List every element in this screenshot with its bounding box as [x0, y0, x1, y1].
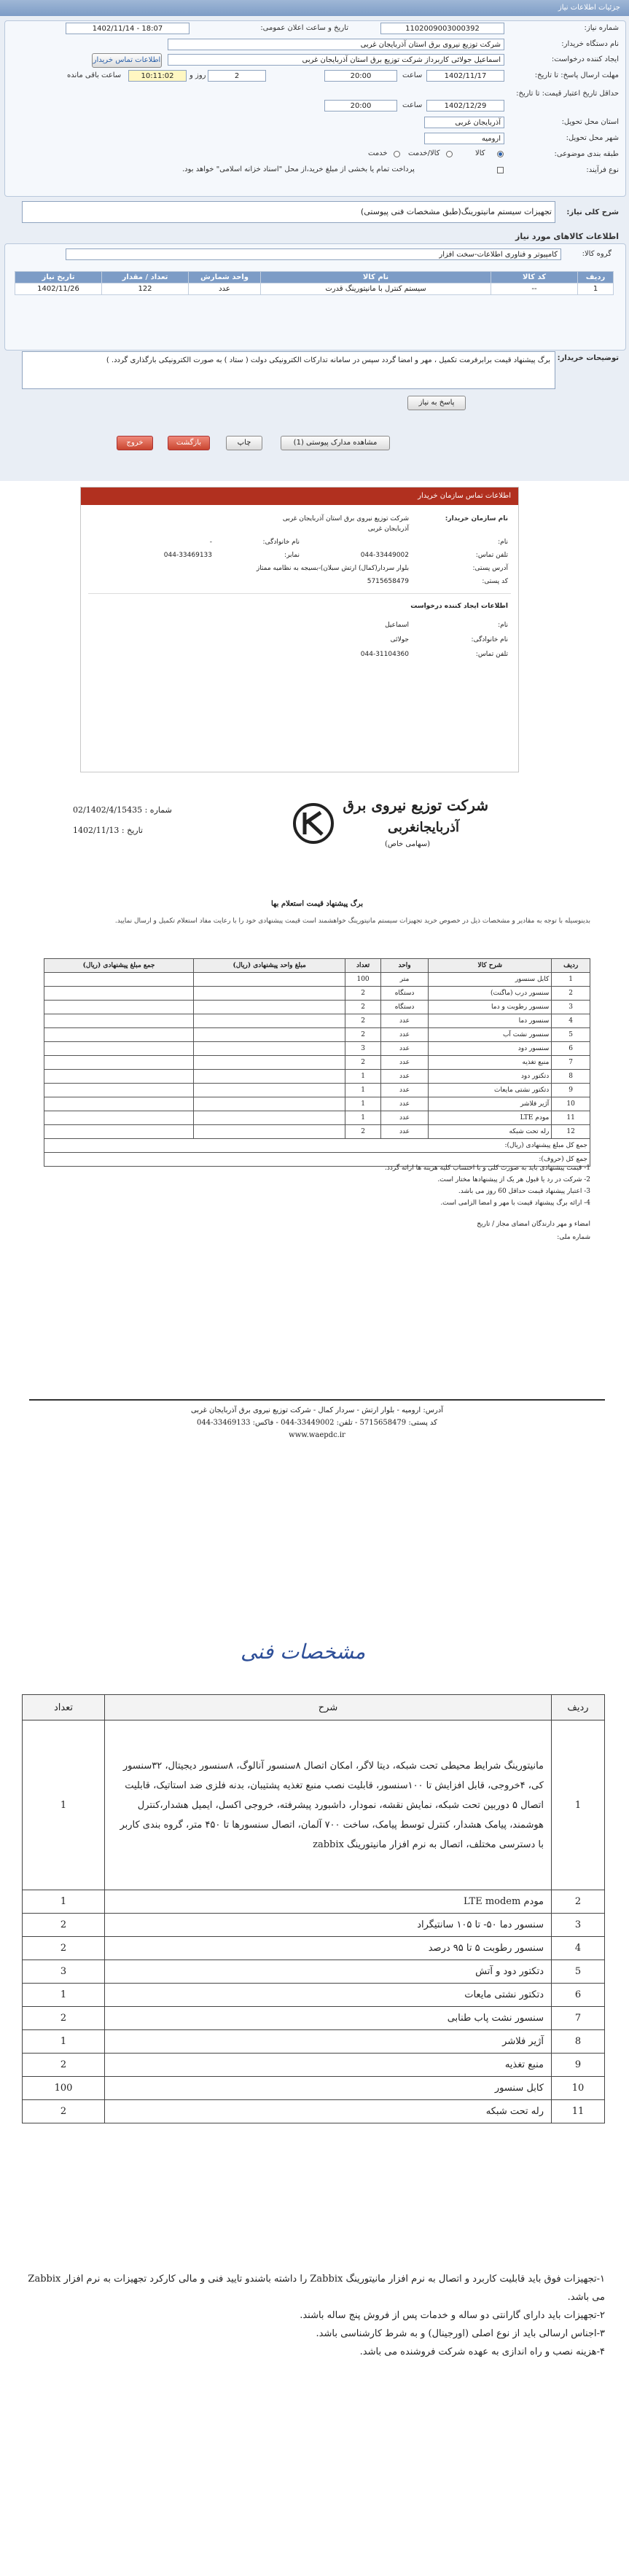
creator-name: اسماعیل: [385, 622, 409, 629]
spec-cell: سنسور رطوبت ۵ تا ۹۵ درصد: [105, 1937, 552, 1960]
spec-cell: منبع تغذیه: [105, 2054, 552, 2077]
letter-cell: عدد: [380, 1111, 428, 1125]
letter-cell: 2: [345, 1001, 381, 1014]
letter-footer-web: www.waepdc.ir: [289, 1431, 345, 1439]
letter-signature-line: شماره ملی:: [557, 1234, 590, 1241]
letter-cell: دتکتور دود: [429, 1070, 552, 1084]
table-row: [23, 2077, 605, 2100]
letter-cell: [194, 1111, 345, 1125]
spec-cell: کابل سنسور: [105, 2077, 552, 2100]
letter-date: 1402/11/13: [73, 826, 120, 835]
letter-cell: 1: [552, 973, 590, 987]
spec-notes: [22, 2270, 605, 2361]
table-row: [23, 2100, 605, 2123]
letter-cell: 8: [552, 1070, 590, 1084]
letter-cell: [44, 1001, 194, 1014]
reply-button[interactable]: پاسخ به نیاز: [407, 396, 466, 410]
letter-cell: [194, 1125, 345, 1139]
letter-cell: [44, 1125, 194, 1139]
summary-label: شرح کلی نیاز:: [566, 208, 619, 216]
goods-table: [15, 271, 614, 295]
spec-cell: 2: [23, 2054, 105, 2077]
hours-left-field: 10:11:02: [128, 70, 187, 82]
contact-surname: -: [209, 539, 212, 546]
letter-cell: عدد: [380, 1070, 428, 1084]
letter-cell: عدد: [380, 1056, 428, 1070]
contact-address: بلوار سردار(کمال) ارتش سبلان)-بسیجه به نظامیه ممتاز: [256, 565, 409, 572]
spec-cell: 8: [552, 2030, 605, 2054]
letter-intro: بدینوسیله با توجه به مقادیر و مشخصات ذیل در خصوص خرید تجهیزات سیستم مانیتورینگ خواهشمند است قیمت پیشنهادی خود را با رعایت مفاد استعلام تکمیل و ارسال نمایید.: [114, 917, 590, 925]
goods-table-header: [15, 272, 614, 283]
letter-subject: برگ پیشنهاد قیمت استعلام بها: [270, 900, 364, 908]
spec-cell: 2: [552, 1890, 605, 1914]
letter-number-label: شماره :: [144, 805, 172, 815]
letter-cell: [194, 1084, 345, 1097]
spec-cell: 4: [552, 1937, 605, 1960]
spec-note: ۳-اجناس ارسالی باید از نوع اصلی (اورجینال) و به شرط کارشناسی باشد.: [316, 2328, 605, 2339]
letter-cell: منبع تغذیه: [429, 1056, 552, 1070]
buyer-contact-button[interactable]: اطلاعات تماس خریدار: [92, 53, 162, 68]
spec-cell: 3: [552, 1914, 605, 1937]
contact-address-label: آدرس پستی:: [472, 565, 508, 572]
letter-cell: 12: [552, 1125, 590, 1139]
contact-header: [81, 488, 518, 505]
cell-unit: عدد: [189, 283, 261, 295]
letter-cell: [194, 1042, 345, 1056]
letter-cell: 4: [552, 1014, 590, 1028]
spec-cell: رله تحت شبکه: [105, 2100, 552, 2123]
spec-col-header: تعداد: [23, 1695, 105, 1720]
table-row: [44, 1097, 590, 1111]
validity-date-field: 1402/12/29: [426, 100, 504, 111]
goods-heading: اطلاعات کالاهای مورد نیاز: [515, 232, 619, 241]
letter-cell: [194, 1028, 345, 1042]
letter-cell: سنسور دما: [429, 1014, 552, 1028]
letter-table: [44, 958, 590, 1167]
validity-hour-label: ساعت: [402, 101, 423, 109]
contact-title: اطلاعات تماس سازمان خریدار: [418, 492, 511, 500]
table-row: [44, 1084, 590, 1097]
spec-cell: 2: [23, 2100, 105, 2123]
need-number-label: شماره نیاز:: [584, 24, 619, 32]
creator-surname-label: نام خانوادگی:: [471, 636, 508, 643]
creator-surname: جولائی: [390, 636, 409, 643]
page-title: جزئیات اطلاعات نیاز: [558, 4, 620, 12]
spec-cell: سنسور نشت پاب طنابی: [105, 2007, 552, 2030]
letter-cell: 3: [345, 1042, 381, 1056]
letter-total-row: [44, 1139, 590, 1153]
col-name: نام کالا: [261, 272, 491, 283]
letter-cell: [44, 973, 194, 987]
letter-cell: عدد: [380, 1028, 428, 1042]
letter-note: 2- شرکت در رد یا قبول هر یک از پیشنهادها مختار است.: [437, 1176, 590, 1183]
letter-cell: 10: [552, 1097, 590, 1111]
creator-name-label: نام:: [498, 622, 508, 629]
letter-cell: مودم LTE: [429, 1111, 552, 1125]
letter-footer-rule: [29, 1399, 605, 1401]
letter-cell: 11: [552, 1111, 590, 1125]
letter-cell: [194, 987, 345, 1001]
contact-city: آذربایجان غربی: [367, 525, 409, 533]
spec-cell: 5: [552, 1960, 605, 1984]
letter-cell: سنسور نشت آب: [429, 1028, 552, 1042]
letter-cell: [194, 1097, 345, 1111]
letter-cell: [44, 1028, 194, 1042]
letter-cell: دتکتور نشتی مایعات: [429, 1084, 552, 1097]
buyer-notes-field: برگ پیشنهاد قیمت برابرفرمت تکمیل ، مهر و امضا گردد سپس در سامانه تدارکات الکترونیکی دولت ( ستاد ) به صورت الکترونیکی بارگذاری گردد. ): [22, 351, 555, 389]
table-row: [44, 1111, 590, 1125]
letter-cell: 1: [345, 1070, 381, 1084]
letter-cell: 2: [552, 987, 590, 1001]
contact-fax-label: نمابر:: [284, 552, 300, 559]
category-option-service: خدمت: [368, 149, 388, 157]
letter-cell: [194, 1070, 345, 1084]
buyer-contact-panel: [80, 487, 519, 772]
cell-date: 1402/11/26: [15, 283, 102, 295]
spec-cell: مانیتورینگ شرایط محیطی تحت شبکه، دیتا لاگر، امکان اتصال ۸سنسور آنالوگ، ۸سنسور دیجیتال، ۳۲سنسور کی، ۴خروجی، قابل افزایش تا ۱۰۰سنسور، قابلیت نصب منبع تغذیه پشتیبان، بدنه فلزی ضد استاتیک، قابلیت اتصال ۵ دوربین تحت شبکه، نمایش نقشه، نمودار، داشبورد پیشرفته، خروجی اکسل، ایمیل هشدار،کنترل هوشمند، پیامک هشدار، کنترل توسط پیامک، ساخت ۷۰۰ آلمان، اتصال سنسورها تا ۴۵۰ متر، گروه بندی کاربر با دسترسی مختلف، اتصال به نرم افزار مانیتورینگ zabbix: [105, 1720, 552, 1890]
category-radio-goods-service[interactable]: [446, 151, 453, 157]
letter-company: شرکت توزیع نیروی برق: [343, 796, 488, 814]
letter-cell: [44, 1042, 194, 1056]
letter-col-header: جمع مبلغ پیشنهادی (ریال): [44, 959, 194, 973]
spec-note: ۲-تجهیزات باید دارای گارانتی دو ساله و خدمات پس از فروش پنج ساله باشند.: [300, 2310, 605, 2321]
contact-fax: 044-33469133: [163, 552, 212, 559]
letter-cell: [44, 1097, 194, 1111]
requester-field: اسماعیل جولائی کاربرداز شرکت توزیع برق استان آذربایجان غربی: [168, 54, 504, 66]
creator-phone: 044-31104360: [360, 651, 409, 658]
price-inquiry-letter: [29, 776, 605, 1585]
creator-title: اطلاعات ایجاد کننده درخواست: [410, 603, 508, 610]
spec-cell: 2: [23, 2007, 105, 2030]
table-row[interactable]: [15, 283, 614, 295]
technical-spec-page: [0, 1610, 629, 2576]
letter-col-header: شرح کالا: [429, 959, 552, 973]
buyer-org-field: شرکت توزیع نیروی برق استان آذربایجان غربی: [168, 39, 504, 50]
spec-cell: دتکتور نشتی مایعات: [105, 1984, 552, 2007]
announce-label: تاریخ و ساعت اعلان عمومی:: [260, 24, 348, 32]
remaining-label: ساعت باقی مانده: [67, 71, 122, 79]
spec-cell: 1: [23, 2030, 105, 2054]
cell-name: سیستم کنترل با مانیتورینگ قدرت: [261, 283, 491, 295]
letter-footer-address: آدرس: ارومیه - بلوار ارتش - سردار کمال - شرکت توزیع نیروی برق آذربایجان غربی: [190, 1406, 444, 1414]
treasury-checkbox[interactable]: [497, 167, 504, 173]
goods-group-label: گروه کالا:: [582, 250, 612, 258]
table-row: [23, 2054, 605, 2077]
letter-col-header: ردیف: [552, 959, 590, 973]
days-left-field: 2: [208, 70, 266, 82]
category-radio-goods[interactable]: [497, 151, 504, 157]
buyer-notes-label: توضیحات خریدار:: [557, 354, 619, 362]
letter-number-row: [73, 805, 172, 815]
window-title-bar: [0, 0, 629, 16]
letter-cell: [194, 1001, 345, 1014]
col-date: تاریخ نیاز: [15, 272, 102, 283]
letter-company2: آذربایجانغربی: [388, 820, 459, 835]
table-row: [23, 2007, 605, 2030]
letter-cell: 7: [552, 1056, 590, 1070]
table-row: [44, 973, 590, 987]
province-label: استان محل تحویل:: [561, 118, 619, 126]
spec-cell: 1: [23, 1890, 105, 1914]
spec-cell: 2: [23, 1937, 105, 1960]
letter-total: جمع کل (حروف):: [44, 1153, 590, 1167]
letter-cell: 5: [552, 1028, 590, 1042]
letter-cell: 2: [345, 987, 381, 1001]
letter-note: 3- اعتبار پیشنهاد قیمت حداقل 60 روز می باشد.: [458, 1188, 590, 1195]
category-radio-service[interactable]: [394, 151, 400, 157]
letter-cell: متر: [380, 973, 428, 987]
spec-cell: مودم LTE modem: [105, 1890, 552, 1914]
letter-cell: عدد: [380, 1084, 428, 1097]
spec-cell: 3: [23, 1960, 105, 1984]
spec-cell: 1: [23, 1720, 105, 1890]
letter-col-header: مبلغ واحد پیشنهادی (ریال): [194, 959, 345, 973]
city-field: ارومیه: [424, 133, 504, 144]
letter-cell: سنسور درب (ماگنت): [429, 987, 552, 1001]
col-unit: واحد شمارش: [189, 272, 261, 283]
letter-cell: عدد: [380, 1097, 428, 1111]
letter-stamp-label: امضاء و مهر دارندگان امضای مجاز / تاریخ: [477, 1221, 590, 1228]
table-row: [44, 1014, 590, 1028]
process-label: نوع فرآیند:: [586, 166, 619, 174]
letter-cell: آژیر فلاشر: [429, 1097, 552, 1111]
announce-field: 1402/11/14 - 18:07: [66, 23, 190, 34]
creator-phone-label: تلفن تماس:: [475, 651, 508, 658]
letter-cell: [194, 1014, 345, 1028]
contact-postal: 5715658479: [367, 578, 409, 585]
letter-col-header: تعداد: [345, 959, 381, 973]
cell-code: --: [491, 283, 578, 295]
contact-name-label: نام:: [498, 539, 508, 546]
letter-cell: 1: [345, 1097, 381, 1111]
letter-cell: 6: [552, 1042, 590, 1056]
letter-cell: سنسور دود: [429, 1042, 552, 1056]
exit-button[interactable]: خروج: [117, 436, 153, 450]
letter-cell: [44, 1056, 194, 1070]
letter-cell: 9: [552, 1084, 590, 1097]
table-row: [23, 1960, 605, 1984]
spec-cell: 1: [23, 1984, 105, 2007]
requester-label: ایجاد کننده درخواست:: [551, 55, 619, 63]
spec-cell: دتکتور دود و آتش: [105, 1960, 552, 1984]
goods-group-field: کامپیوتر و فناوری اطلاعات-سخت افزار: [66, 248, 561, 260]
table-row: [44, 1056, 590, 1070]
letter-cell: 2: [345, 1014, 381, 1028]
tender-details-panel: [0, 0, 629, 481]
contact-surname-label: نام خانوادگی:: [262, 539, 300, 546]
letter-cell: رله تحت شبکه: [429, 1125, 552, 1139]
table-row: [23, 1914, 605, 1937]
summary-field: تجهیزات سیستم مانیتورینگ(طبق مشخصات فنی پیوستی): [22, 201, 555, 223]
table-row: [23, 1937, 605, 1960]
contact-phone: 044-33449002: [360, 552, 409, 559]
letter-cell: [44, 1070, 194, 1084]
letter-company3: (سهامی خاص): [384, 840, 430, 848]
col-row: ردیف: [578, 272, 614, 283]
letter-cell: سنسور رطوبت و دما: [429, 1001, 552, 1014]
day-label: روز و: [190, 71, 206, 79]
spec-note: ۱-تجهیزات فوق باید قابلیت کاربرد و اتصال به نرم افزار مانیتورینگ Zabbix را داشته باشندو تایید فنی و مالی کارکرد تجهیزات به نرم افزار Zabbix می باشد.: [28, 2274, 605, 2303]
letter-cell: [44, 1084, 194, 1097]
spec-cell: 11: [552, 2100, 605, 2123]
contact-postal-label: کد پستی:: [482, 578, 508, 585]
letter-cell: دستگاه: [380, 987, 428, 1001]
letter-cell: [194, 1056, 345, 1070]
spec-col-header: ردیف: [552, 1695, 605, 1720]
letter-number: 02/1402/4/15435: [73, 805, 143, 815]
letter-cell: 1: [345, 1084, 381, 1097]
table-row: [44, 1125, 590, 1139]
letter-cell: [44, 1111, 194, 1125]
table-row: [44, 987, 590, 1001]
letter-total: جمع کل مبلغ پیشنهادی (ریال):: [44, 1139, 590, 1153]
cell-qty: 122: [102, 283, 189, 295]
letter-cell: [44, 1014, 194, 1028]
letter-note: 1- قیمت پیشنهادی باید به صورت کلی و با احتساب کلیه هزینه ها ارائه گردد.: [385, 1164, 590, 1172]
cell-row: 1: [578, 283, 614, 295]
spec-table: [22, 1694, 605, 2123]
deadline-label: مهلت ارسال پاسخ: تا تاریخ:: [534, 71, 619, 79]
letter-cell: کابل سنسور: [429, 973, 552, 987]
validity-label: حداقل تاریخ اعتبار قیمت: تا تاریخ:: [516, 90, 619, 98]
view-attachments-button[interactable]: مشاهده مدارک پیوستی (1): [281, 436, 390, 450]
spec-cell: سنسور دما ۵۰- تا ۱۰۵ سانتیگراد: [105, 1914, 552, 1937]
category-label: طبقه بندی موضوعی:: [554, 150, 619, 158]
letter-cell: 2: [345, 1125, 381, 1139]
spec-cell: 2: [23, 1914, 105, 1937]
letter-note: 4- ارائه برگ پیشنهاد قیمت با مهر و امضا الزامی است.: [440, 1199, 590, 1207]
spec-cell: 6: [552, 1984, 605, 2007]
table-row: [44, 1001, 590, 1014]
contact-org: شرکت توزیع نیروی برق استان آذربایجان غربی: [282, 515, 409, 522]
table-row: [44, 1028, 590, 1042]
letter-cell: دستگاه: [380, 1001, 428, 1014]
spec-table-header: [23, 1695, 605, 1720]
spec-cell: 1: [552, 1720, 605, 1890]
table-row: [23, 2030, 605, 2054]
contact-phone-label: تلفن تماس:: [475, 552, 508, 559]
letter-footer-phone: کد پستی: 5715658479 - تلفن: 33449002-044 - فاکس: 33469133-044: [197, 1419, 437, 1427]
table-row: [44, 1042, 590, 1056]
deadline-time-field: 20:00: [324, 70, 397, 82]
province-field: آذربایجان غربی: [424, 117, 504, 128]
buyer-org-label: نام دستگاه خریدار:: [561, 40, 619, 48]
company-logo-icon: [292, 802, 335, 845]
spec-col-header: شرح: [105, 1695, 552, 1720]
category-option-goods: کالا: [475, 149, 485, 157]
table-row: [23, 1984, 605, 2007]
col-qty: تعداد / مقدار: [102, 272, 189, 283]
letter-cell: 2: [345, 1056, 381, 1070]
table-row: [23, 1890, 605, 1914]
print-button[interactable]: چاپ: [226, 436, 262, 450]
category-option-goods-service: کالا/خدمت: [408, 149, 440, 157]
contact-org-label: نام سازمان خریدار:: [445, 515, 508, 522]
letter-date-row: [73, 826, 143, 835]
spec-cell: 9: [552, 2054, 605, 2077]
letter-notes: [66, 1162, 590, 1209]
spec-cell: آژیر فلاشر: [105, 2030, 552, 2054]
spec-note: ۴-هزینه نصب و راه اندازی به عهده شرکت فروشنده می باشد.: [359, 2346, 605, 2357]
spec-cell: 7: [552, 2007, 605, 2030]
letter-table-header: [44, 959, 590, 973]
letter-cell: 1: [345, 1111, 381, 1125]
treasury-note: پرداخت تمام یا بخشی از مبلغ خرید،از محل "اسناد خزانه اسلامی" خواهد بود.: [182, 165, 415, 173]
table-row: [23, 1720, 605, 1890]
table-row: [44, 1070, 590, 1084]
letter-cell: 3: [552, 1001, 590, 1014]
contact-divider: [88, 593, 511, 594]
letter-cell: [194, 973, 345, 987]
letter-cell: 2: [345, 1028, 381, 1042]
spec-title: مشخصات فنی: [241, 1640, 366, 1664]
deadline-hour-label: ساعت: [402, 71, 423, 79]
letter-col-header: واحد: [380, 959, 428, 973]
spec-cell: 10: [552, 2077, 605, 2100]
validity-time-field: 20:00: [324, 100, 397, 111]
letter-cell: [44, 987, 194, 1001]
need-number-field: 1102009003000392: [380, 23, 504, 34]
letter-cell: عدد: [380, 1125, 428, 1139]
letter-cell: عدد: [380, 1014, 428, 1028]
col-code: کد کالا: [491, 272, 578, 283]
deadline-date-field: 1402/11/17: [426, 70, 504, 82]
back-button[interactable]: بازگشت: [168, 436, 210, 450]
city-label: شهر محل تحویل:: [566, 134, 619, 142]
letter-cell: 100: [345, 973, 381, 987]
spec-cell: 100: [23, 2077, 105, 2100]
letter-date-label: تاریخ :: [121, 826, 143, 835]
letter-cell: عدد: [380, 1042, 428, 1056]
